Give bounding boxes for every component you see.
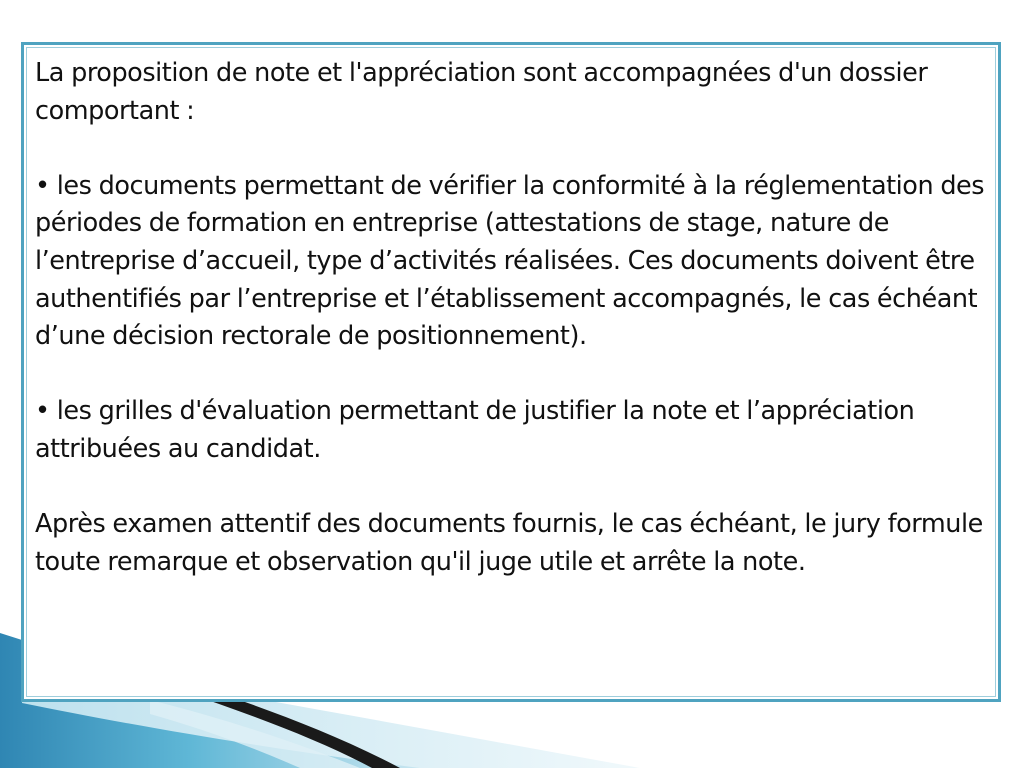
conclusion-paragraph: Après examen attentif des documents fournis, le cas échéant, le jury formule toute remarque et observation qu'il juge utile et arrête la note. xyxy=(35,509,983,577)
slide-body-text xyxy=(35,55,993,581)
bullet-documents: • les documents permettant de vérifier la conformité à la réglementation des périodes de formation en entreprise (attestations de stage, nature de l’entreprise d’accueil, type d’activités réalisées. Ces documents doivent être authentifiés par l’entreprise et l’établissement accompagnés, le cas échéant d’une décision rectorale de positionnement). xyxy=(35,170,985,352)
intro-paragraph: La proposition de note et l'appréciation sont accompagnées d'un dossier comportant : xyxy=(35,58,928,126)
bullet-evaluation-grids: • les grilles d'évaluation permettant de justifier la note et l’appréciation attribuées au candidat. xyxy=(35,396,915,464)
slide-content-box xyxy=(21,42,1001,702)
